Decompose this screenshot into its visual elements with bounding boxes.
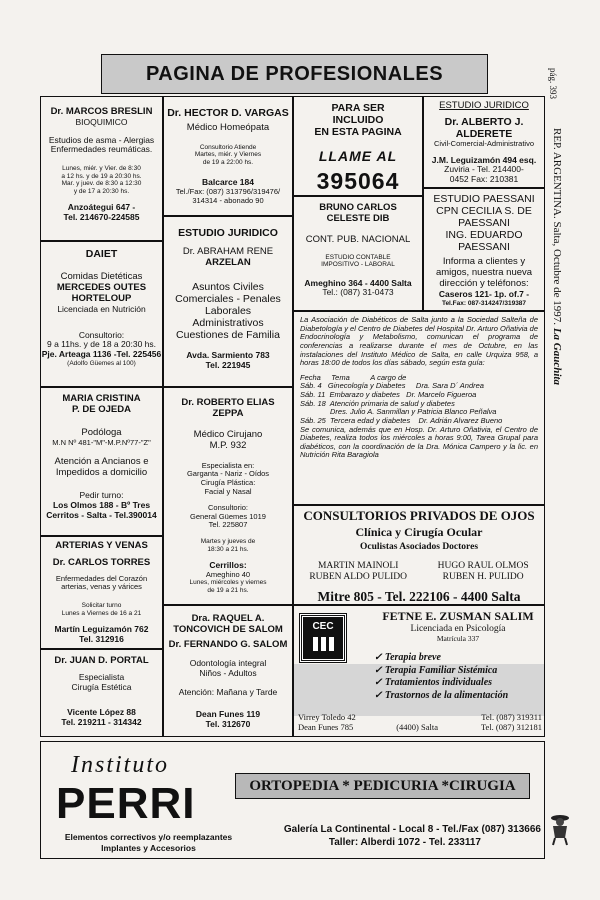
- therapy-item: ✓ Trastornos de la alimentación: [374, 689, 509, 701]
- zusman-name: FETNE E. ZUSMAN SALIM Licenciada en Psicología Matrícula 337: [382, 609, 534, 643]
- diabetes-association-notice: La Asociación de Diabéticos de Salta junto a la Sociedad Salteña de Diabetología y el Centro de Diabetes del Hospital Dr. Arturo Oñativia de Endocrinología y Metabolismo, comunican el programa de conferencias a realizarse durante el mes de Octubre, en las instalaciones del Instituto Médico de Salta, en calle Urquiza 958, a horas 18:00 de todos los días sábado, según esta guía: Fecha Tema A cargo de Sáb. 4 Ginecología y Diabetes Dra. Sara D´ Andrea Sáb. 11 Embarazo y diabetes Dr. Marcelo Figueroa Sáb. 18 Atención primaria de salud y diabetes Dres. Julio A. Sanmillan y Patricia Blanco Peñalva Sáb. 25 Tercera edad y diabetes Dr. Adrián Alvarez Bueno Se comunica, además que en Hosp. Dr. Arturo Oñativia, el Centro de Diabetes, realiza todos los miércoles a horas 9:00, Tarea Grupal para diabéticos, con la coordinación de la Dra. Mónica Campero y la lic. en Nutrición Rita Baragiola: [293, 311, 545, 505]
- ad-consultorios-ojos: CONSULTORIOS PRIVADOS DE OJOS Clínica y Cirugía Ocular Oculistas Asociados Doctores MARTIN MAINOLI RUBEN ALDO PULIDO HUGO RAUL OLMOS RUBEN H. PULIDO Mitre 805 - Tel. 222106 - 4400 Salta: [293, 505, 545, 605]
- ad-para-ser-incluido: PARA SER INCLUIDO EN ESTA PAGINA LLAME AL 395064: [293, 96, 423, 196]
- ad-arzelan: ESTUDIO JURIDICO Dr. ABRAHAM RENE ARZELAN Asuntos Civiles Comerciales - Penales Laborales Administrativos Cuestiones de Familia Avda. Sarmiento 783 Tel. 221945: [163, 216, 293, 387]
- page-number-label: pág. 393: [548, 68, 558, 99]
- ad-instituto-perri: Instituto PERRI Elementos correctivos y/o reemplazantes Implantes y Accesorios Galería La Continental - Local 8 - Tel./Fax (087) 313666 Taller: Alberdi 1072 - Tel. 233117: [40, 741, 545, 859]
- ad-vargas: Dr. HECTOR D. VARGAS Médico Homeópata Consultorio Atiende Martes, miér. y Viernes de 19 a 22:00 hs. Balcarce 184 Tel./Fax: (087) 313796/319476/ 314314 - abonado 90: [163, 96, 293, 216]
- ad-breslin: Dr. MARCOS BRESLIN BIOQUIMICO Estudios de asma - Alergias Enfermedades reumáticas. Lunes, miér. y Vier. de 8:30 a 12 hs. y de 19 a 20:30 hs. Mar. y juev. de 8:30 a 12:30 y de 17 a 20:30 hs. Anzoátegui 647 - Tel. 214670-224585: [40, 96, 163, 241]
- therapy-item: ✓ Tratamientos individuales: [374, 677, 493, 688]
- checkmark-icon: ✓: [374, 652, 385, 663]
- checkmark-icon: ✓: [374, 677, 385, 688]
- ad-paessani: ESTUDIO PAESSANI CPN CECILIA S. DE PAESSANI ING. EDUARDO PAESSANI Informa a clientes y amigos, nuestra nueva dirección y teléfonos: Caseros 121- 1p. of.7 - Tel.Fax: 087-314247/319387: [423, 188, 545, 311]
- ad-zusman: CEC FETNE E. ZUSMAN SALIM Licenciada en Psicología Matrícula 337 ✓ Terapia breve ✓ Terapia Familiar Sistémica ✓ Tratamientos individuales ✓ Trastornos de la alimentación Virrey Toledo 42 Tel. (087) 319311 Dean Funes 785 (4400) Salta Tel. (087) 312181: [293, 605, 545, 737]
- gaucho-figure-icon: [548, 812, 572, 846]
- ad-salom: Dra. RAQUEL A. TONCOVICH DE SALOM Dr. FERNANDO G. SALOM Odontología integral Niños - Adultos Atención: Mañana y Tarde Dean Funes 119 Tel. 312670: [163, 605, 293, 737]
- cec-logo: CEC: [300, 614, 346, 662]
- therapy-item: ✓ Terapia breve: [374, 652, 441, 663]
- checkmark-icon: ✓: [374, 689, 385, 701]
- ad-daiet: DAIET Comidas Dietéticas MERCEDES OUTES HORTELOUP Licenciada en Nutrición Consultorio: 9 a 11hs. y de 18 a 20:30 hs. Pje. Arteaga 1136 -Tel. 225456 (Adolfo Güemes al 100): [40, 241, 163, 387]
- therapy-list: [374, 652, 544, 702]
- ad-dib: BRUNO CARLOS CELESTE DIB CONT. PUB. NACIONAL ESTUDIO CONTABLE IMPOSITIVO - LABORAL Ameghino 364 - 4400 Salta Tel.: (087) 31-0473: [293, 196, 423, 311]
- contact-number: 395064: [316, 168, 400, 195]
- perri-instituto: Instituto: [71, 752, 170, 778]
- page-title: PAGINA DE PROFESIONALES: [101, 54, 488, 94]
- ad-portal: Dr. JUAN D. PORTAL Especialista Cirugía Estética Vicente López 88 Tel. 219211 - 314342: [40, 649, 163, 737]
- ad-torres: ARTERIAS Y VENAS Dr. CARLOS TORRES Enfermedades del Corazón arterias, venas y várices Solicitar turno Lunes a Viernes de 16 a 21 Martín Leguizamón 762 Tel. 312916: [40, 536, 163, 649]
- ad-ojeda: MARIA CRISTINA P. DE OJEDA Podóloga M.N Nº 481-"M"-M.P.Nº77-"Z" Atención a Ancianos e Impedidos a domicilio Pedir turno: Los Olmos 188 - Bº Tres Cerritos - Salta - Tel.390014: [40, 387, 163, 536]
- vertical-dateline: REP. ARGENTINA. Salta, Octubre de 1997. La Gauchita: [551, 128, 563, 385]
- newspaper-name: La Gauchita: [551, 327, 563, 385]
- ad-zeppa: Dr. ROBERTO ELIAS ZEPPA Médico Cirujano M.P. 932 Especialista en: Garganta - Nariz - Oídos Cirugía Plástica: Facial y Nasal Consultorio: General Güemes 1019 Tel. 225807 Martes y jueves de 18:30 a 21 hs. Cerrillos: Ameghino 40 Lunes, miércoles y viernes de 19 a 21 hs.: [163, 387, 293, 605]
- therapy-item: ✓ Terapia Familiar Sistémica: [374, 664, 498, 676]
- perri-services-banner: ORTOPEDIA * PEDICURIA *CIRUGIA: [235, 773, 530, 799]
- checkmark-icon: ✓: [374, 664, 385, 676]
- perri-logo: PERRI: [56, 779, 196, 828]
- ad-alderete: ESTUDIO JURIDICO Dr. ALBERTO J. ALDERETE Civil-Comercial-Administrativo J.M. Leguizamón 494 esq. Zuviria - Tel. 214400- 0452 Fax: 210381: [423, 96, 545, 188]
